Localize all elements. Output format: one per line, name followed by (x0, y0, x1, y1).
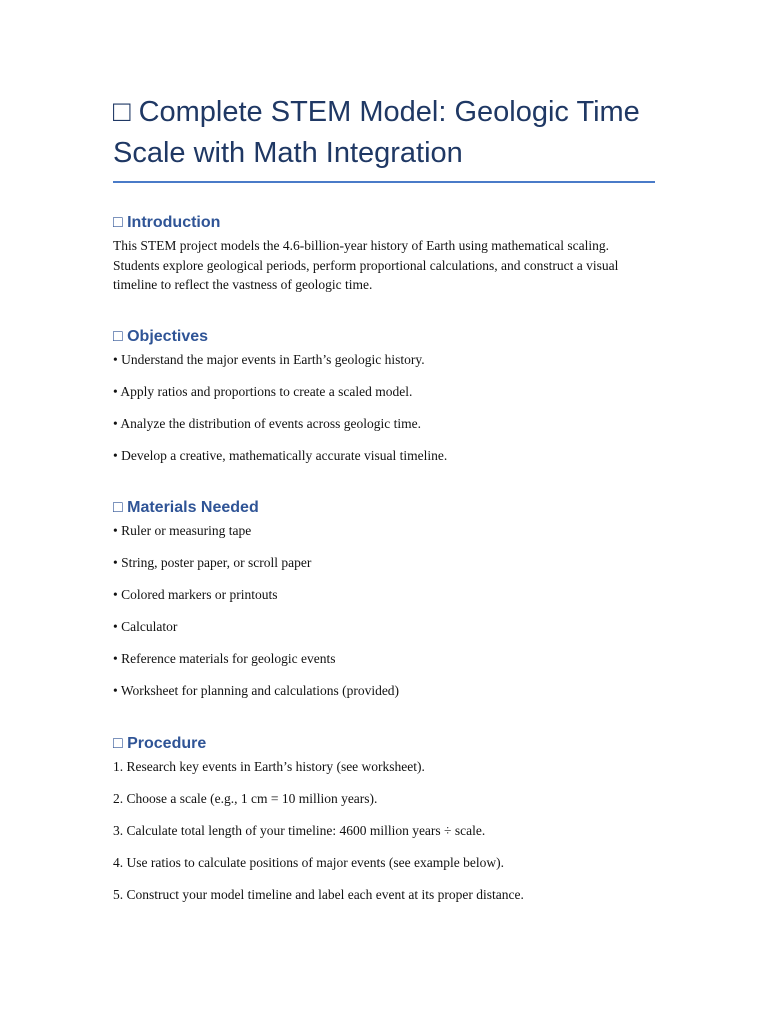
introduction-heading: □ Introduction (113, 214, 221, 231)
section-procedure (113, 732, 655, 917)
list-item: • Ruler or measuring tape (113, 523, 252, 538)
section-introduction (113, 211, 655, 295)
procedure-heading: □ Procedure (113, 735, 207, 752)
materials-heading: □ Materials Needed (113, 499, 259, 516)
list-item: 4. Use ratios to calculate positions of major events (see example below). (113, 855, 505, 870)
objectives-heading: □ Objectives (113, 328, 209, 345)
list-item: 5. Construct your model timeline and label each event at its proper distance. (113, 887, 524, 902)
list-item: • Reference materials for geologic events (113, 651, 336, 666)
list-item: • Analyze the distribution of events across geologic time. (113, 416, 422, 431)
list-item: • Calculator (113, 619, 178, 634)
list-item: • Understand the major events in Earth’s geologic history. (113, 352, 425, 367)
document-page (113, 92, 655, 902)
list-item: 1. Research key events in Earth’s history (see worksheet). (113, 759, 425, 774)
list-item: 3. Calculate total length of your timeline: 4600 million years ÷ scale. (113, 823, 486, 838)
list-item: • Worksheet for planning and calculations (provided) (113, 683, 400, 698)
list-item: 2. Choose a scale (e.g., 1 cm = 10 million years). (113, 791, 378, 806)
objectives-list (113, 350, 655, 466)
materials-list (113, 521, 655, 701)
list-item: • Develop a creative, mathematically accurate visual timeline. (113, 448, 448, 463)
section-objectives (113, 325, 655, 478)
section-materials (113, 496, 655, 713)
introduction-paragraph: This STEM project models the 4.6-billion-year history of Earth using mathematical scaling. Students explore geological periods, perform proportional calculations, and construct a visual timeline to reflect the vastness of geologic time. (113, 238, 619, 292)
page-title: □ Complete STEM Model: Geologic Time Scale with Math Integration (113, 92, 655, 183)
list-item: • Colored markers or printouts (113, 587, 278, 602)
list-item: • Apply ratios and proportions to create a scaled model. (113, 384, 413, 399)
list-item: • String, poster paper, or scroll paper (113, 555, 312, 570)
procedure-list (113, 757, 655, 905)
